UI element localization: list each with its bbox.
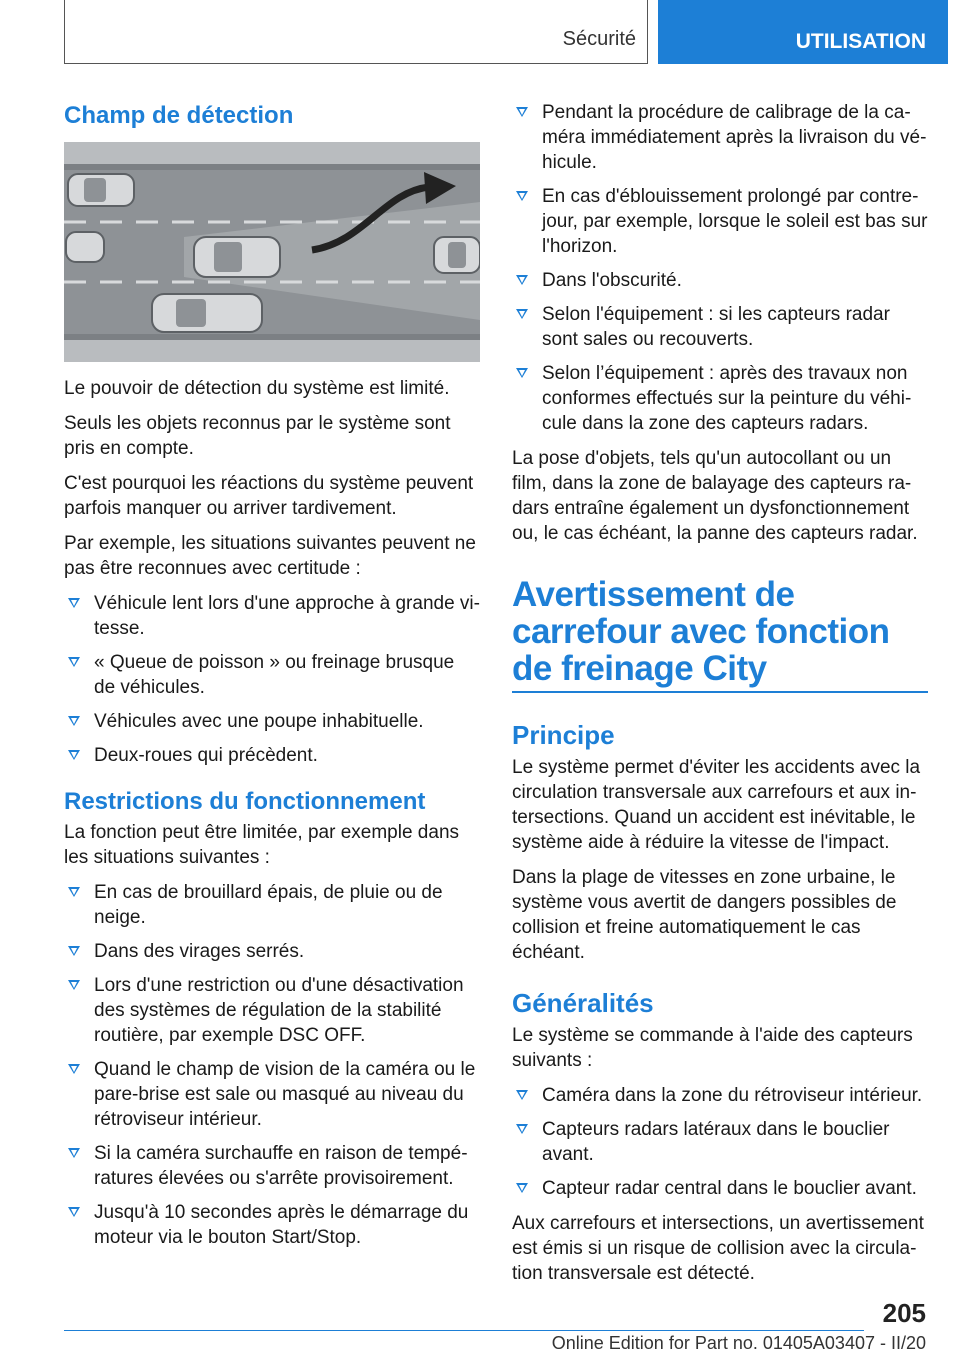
- triangle-bullet-icon: [68, 750, 80, 760]
- paragraph: C'est pourquoi les réactions du système peuvent parfois manquer ou arriver tardivement.: [64, 473, 474, 519]
- paragraph: La pose d'objets, tels qu'un autocollant ou un film, dans la zone de balayage des capteurs radars entraîne également un dysfonctionnement ou, le cas échéant, la panne des capteurs radar.: [512, 448, 918, 544]
- list-item: Lors d'une restriction ou d'une désactivation des systèmes de régulation de la stabilité routière, par exemple DSC OFF.: [64, 973, 480, 1048]
- heading-generalites: Généralités: [512, 988, 654, 1018]
- paragraph: Par exemple, les situations suivantes peuvent ne pas être reconnues avec certitude :: [64, 533, 476, 579]
- paragraph: Le système permet d'éviter les accidents avec la circulation transversale aux carrefours et aux intersections. Quand un accident est inévitable, le système aide à réduire la vitesse de l'impact.: [512, 757, 921, 853]
- triangle-bullet-icon: [516, 191, 528, 201]
- triangle-bullet-icon: [516, 275, 528, 285]
- triangle-bullet-icon: [516, 368, 528, 378]
- heading-principe: Principe: [512, 720, 615, 750]
- list-item: Capteur radar central dans le bouclier avant.: [512, 1176, 928, 1201]
- triangle-bullet-icon: [68, 598, 80, 608]
- triangle-bullet-icon: [516, 1090, 528, 1100]
- right-column: [512, 100, 928, 1296]
- list-item: Selon l’équipement : après des travaux non conformes effectués sur la peinture du véhicule dans la zone des capteurs radars.: [512, 361, 928, 436]
- list-item: Pendant la procédure de calibrage de la caméra immédiatement après la livraison du véhicule.: [512, 100, 928, 175]
- left-column: [64, 100, 480, 1260]
- list-item: Si la caméra surchauffe en raison de températures élevées ou s'arrête provisoirement.: [64, 1141, 480, 1191]
- list-item: Selon l'équipement : si les capteurs radar sont sales ou recouverts.: [512, 302, 928, 352]
- triangle-bullet-icon: [516, 1183, 528, 1193]
- section-title-detection: Champ de détection: [64, 102, 294, 129]
- list-item: En cas d'éblouissement prolongé par contrejour, par exemple, lorsque le soleil est bas sur l'horizon.: [512, 184, 928, 259]
- paragraph: Dans la plage de vitesses en zone urbaine, le système vous avertit de dangers possibles de collision et freine automatiquement le cas échéant.: [512, 867, 897, 963]
- bullet-list: [64, 880, 480, 1250]
- triangle-bullet-icon: [68, 946, 80, 956]
- triangle-bullet-icon: [68, 1064, 80, 1074]
- triangle-bullet-icon: [68, 657, 80, 667]
- paragraph: Le pouvoir de détection du système est limité.: [64, 378, 450, 399]
- car-detection-field-illustration: [64, 142, 480, 362]
- bullet-list: [64, 591, 480, 768]
- header-section-title: Sécurité: [562, 28, 636, 50]
- page-number: 205: [882, 1298, 926, 1328]
- footer-rule: [64, 1330, 864, 1331]
- triangle-bullet-icon: [68, 1148, 80, 1158]
- triangle-bullet-icon: [68, 980, 80, 990]
- triangle-bullet-icon: [68, 716, 80, 726]
- list-item: « Queue de poisson » ou freinage brusque de véhicules.: [64, 650, 480, 700]
- triangle-bullet-icon: [68, 1207, 80, 1217]
- triangle-bullet-icon: [516, 1124, 528, 1134]
- triangle-bullet-icon: [68, 887, 80, 897]
- list-item: Véhicules avec une poupe inhabituelle.: [64, 709, 480, 734]
- list-item: Jusqu'à 10 secondes après le démarrage du moteur via le bouton Start/Stop.: [64, 1200, 480, 1250]
- paragraph: Le système se commande à l'aide des capteurs suivants :: [512, 1025, 913, 1071]
- section-title-restrictions: Restrictions du fonctionnement: [64, 788, 426, 815]
- list-item: En cas de brouillard épais, de pluie ou de neige.: [64, 880, 480, 930]
- list-item: Quand le champ de vision de la caméra ou le pare-brise est sale ou masqué au niveau du rétroviseur intérieur.: [64, 1057, 480, 1132]
- chapter-title: Avertissement de carrefour avec fonction de freinage City: [512, 575, 890, 688]
- list-item: Dans l'obscurité.: [512, 268, 928, 293]
- list-item: Dans des virages serrés.: [64, 939, 480, 964]
- bullet-list: [512, 1083, 928, 1201]
- paragraph: Seuls les objets reconnus par le système sont pris en compte.: [64, 413, 451, 459]
- paragraph: La fonction peut être limitée, par exemple dans les situations suivantes :: [64, 822, 460, 868]
- title-rule: [512, 691, 928, 693]
- triangle-bullet-icon: [516, 309, 528, 319]
- bullet-list: [512, 100, 928, 436]
- list-item: Caméra dans la zone du rétroviseur intérieur.: [512, 1083, 928, 1108]
- header-chapter-tab: UTILISATION: [658, 0, 948, 64]
- paragraph: Aux carrefours et intersections, un avertissement est émis si un risque de collision avec la circulation transversale est détecté.: [512, 1213, 924, 1284]
- triangle-bullet-icon: [516, 107, 528, 117]
- list-item: Capteurs radars latéraux dans le bouclier avant.: [512, 1117, 928, 1167]
- list-item: Véhicule lent lors d'une approche à grande vitesse.: [64, 591, 480, 641]
- list-item: Deux-roues qui précèdent.: [64, 743, 480, 768]
- footer-edition: Online Edition for Part no. 01405A03407 - II/20: [551, 1333, 926, 1353]
